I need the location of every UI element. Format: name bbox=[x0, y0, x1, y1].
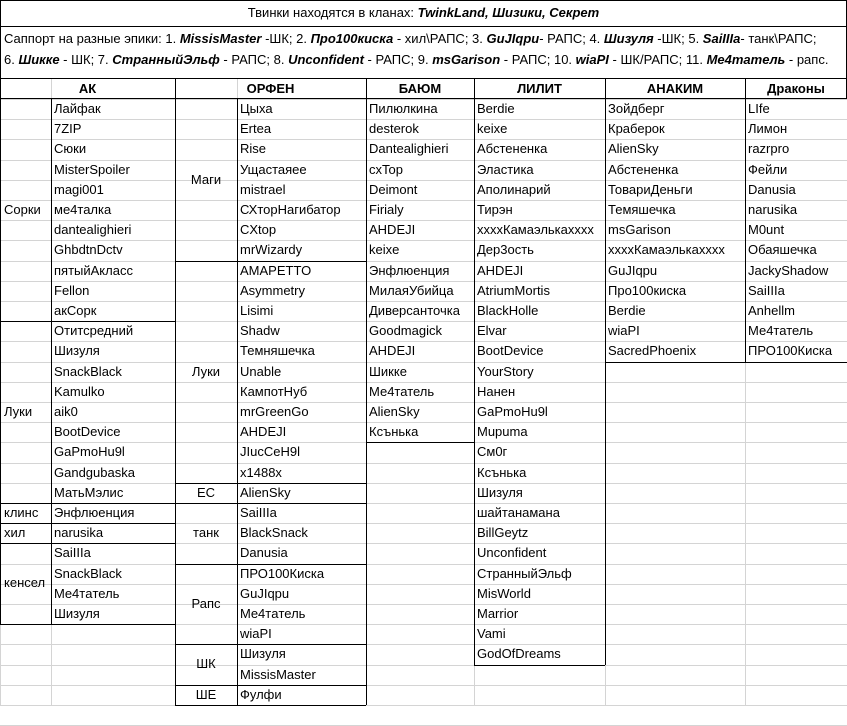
grid-line bbox=[474, 99, 475, 665]
player-name: GuJIqpu bbox=[608, 262, 658, 278]
support-player: msGarison bbox=[432, 52, 501, 67]
player-name: x1488x bbox=[240, 464, 282, 480]
player-name: Me4тaтель bbox=[54, 585, 120, 601]
group-label-orfen: Маги bbox=[190, 172, 222, 187]
group-label-orfen: Луки bbox=[191, 363, 221, 379]
support-text: -ШК; 5. bbox=[653, 31, 703, 46]
group-label-orfen: ШК bbox=[196, 656, 216, 672]
player-name: Kamulko bbox=[54, 383, 105, 399]
support-player: Шикке bbox=[18, 52, 60, 67]
support-line bbox=[4, 49, 844, 70]
grid-line bbox=[0, 685, 847, 686]
support-player: GuJIqpu bbox=[486, 31, 540, 46]
player-name: Абстененка bbox=[608, 161, 679, 177]
title-prefix: Твинки находятся в кланах: bbox=[247, 5, 418, 20]
title-clans: TwinkLand, Шизики, Секрет bbox=[417, 5, 600, 20]
player-name: GaPmoHu9l bbox=[477, 404, 548, 419]
player-name: Asymmetry bbox=[240, 282, 305, 298]
player-name: Elvar bbox=[477, 323, 507, 339]
player-name: cxTop bbox=[369, 161, 403, 177]
player-name: Fellon bbox=[54, 282, 90, 298]
player-name: MissisMaster bbox=[240, 666, 316, 682]
player-name: Аполинарий bbox=[477, 181, 551, 197]
support-text: - хил\РАПС; 3. bbox=[393, 31, 487, 46]
player-name: Gandgubaska bbox=[54, 464, 135, 480]
grid-line bbox=[0, 0, 847, 1]
support-text: - РАПС; 4. bbox=[539, 31, 604, 46]
player-name: Дер3ость bbox=[477, 242, 534, 258]
player-name: wiaPI bbox=[240, 626, 272, 642]
player-name: акСорк bbox=[54, 303, 97, 318]
grid-line bbox=[605, 99, 606, 362]
column-header: АК bbox=[78, 81, 97, 96]
player-name: Нанен bbox=[477, 383, 516, 399]
support-player: Шизуля bbox=[603, 31, 654, 46]
player-name: AHDEJI bbox=[477, 262, 524, 278]
player-name: AMAPETTO bbox=[240, 262, 312, 278]
support-text: - ШК; 7. bbox=[59, 52, 113, 67]
support-text: 6. bbox=[4, 52, 19, 67]
player-name: narusika bbox=[54, 525, 104, 541]
player-name: AlienSky bbox=[369, 404, 420, 419]
grid-line bbox=[366, 442, 474, 443]
column-header: ЛИЛИТ bbox=[517, 81, 562, 96]
player-name: LIfe bbox=[748, 101, 770, 116]
column-header: АНАКИМ bbox=[646, 81, 704, 96]
player-name: Lisimi bbox=[240, 303, 274, 318]
player-name: Эластика bbox=[477, 161, 534, 177]
column-header: БАЮМ bbox=[398, 81, 442, 96]
player-name: Shadw bbox=[240, 323, 280, 339]
support-player: wiaPI bbox=[575, 52, 609, 67]
player-name: Unable bbox=[240, 363, 282, 379]
player-name: Лайфак bbox=[54, 101, 101, 116]
player-name: SaiIIIa bbox=[240, 505, 277, 520]
player-name: Шикке bbox=[369, 363, 407, 379]
group-label-orfen: танк bbox=[193, 525, 219, 540]
player-name: 7ZIP bbox=[54, 121, 82, 137]
player-name: JIucCeH9l bbox=[240, 444, 300, 460]
player-name: SaiIIIa bbox=[54, 545, 91, 561]
support-player: SaiIIIa bbox=[702, 31, 741, 46]
player-name: Фулфи bbox=[240, 686, 282, 702]
player-name: magi001 bbox=[54, 181, 104, 197]
player-name: razrpro bbox=[748, 141, 790, 157]
grid-line bbox=[175, 705, 366, 706]
player-name: Vami bbox=[477, 626, 506, 642]
group-label-ak: кенсел bbox=[4, 575, 46, 591]
group-label-ak: клинс bbox=[4, 505, 39, 520]
player-name: Тирэн bbox=[477, 202, 513, 217]
support-text: - РАПС; 8. bbox=[219, 52, 289, 67]
player-name: ТовариДеньги bbox=[608, 181, 693, 197]
player-name: Goodmagick bbox=[369, 323, 442, 339]
player-name: Deimont bbox=[369, 181, 418, 197]
player-name: GaPmoHu9l bbox=[54, 444, 125, 460]
support-note bbox=[4, 28, 844, 70]
player-name: Краберок bbox=[608, 121, 665, 137]
support-text: - РАПС; 9. bbox=[363, 52, 433, 67]
player-name: Rise bbox=[240, 141, 267, 157]
player-name: keixe bbox=[369, 242, 400, 258]
group-label-orfen: ШЕ bbox=[195, 686, 217, 702]
player-name: МилаяУбийца bbox=[369, 282, 454, 298]
player-name: GhbdtnDctv bbox=[54, 242, 123, 258]
grid-line bbox=[0, 26, 847, 27]
player-name: mrWizardy bbox=[240, 242, 303, 258]
grid-line bbox=[0, 705, 847, 706]
player-name: Шизуля bbox=[54, 343, 100, 359]
player-name: GodOfDreams bbox=[477, 646, 561, 662]
player-name: Ксънька bbox=[369, 424, 419, 440]
player-name: Ущастаяее bbox=[240, 161, 307, 177]
player-name: GuJIqpu bbox=[240, 585, 290, 601]
grid-line bbox=[175, 99, 176, 705]
player-name: Berdie bbox=[608, 303, 646, 318]
player-name: СтранныйЭльф bbox=[477, 565, 572, 581]
player-name: CXtop bbox=[240, 222, 277, 238]
support-text: - РАПС; 10. bbox=[500, 52, 576, 67]
player-name: Mupuma bbox=[477, 424, 528, 440]
support-player: Про100киска bbox=[310, 31, 394, 46]
grid-line bbox=[366, 99, 367, 442]
player-name: AHDEJI bbox=[240, 424, 287, 440]
player-name: Anhellm bbox=[748, 303, 795, 318]
player-name: Me4тaтель bbox=[240, 606, 306, 621]
support-player: Unconfident bbox=[288, 52, 364, 67]
player-name: Marrior bbox=[477, 606, 519, 621]
player-name: Berdie bbox=[477, 101, 515, 116]
player-name: Ме4татель bbox=[748, 323, 814, 339]
player-name: Danusia bbox=[240, 545, 288, 561]
player-name: Энфлюенция bbox=[54, 505, 135, 520]
grid-line bbox=[605, 362, 745, 363]
grid-line bbox=[474, 665, 605, 666]
player-name: AlienSky bbox=[608, 141, 659, 157]
player-name: wiaPI bbox=[608, 323, 640, 339]
player-name: МатьМэлис bbox=[54, 484, 124, 500]
player-name: BootDevice bbox=[477, 343, 544, 359]
group-label-ak: Сорки bbox=[4, 202, 41, 217]
player-name: Абстененка bbox=[477, 141, 548, 157]
player-name: BlackHolle bbox=[477, 303, 539, 318]
support-player: Me4mameль bbox=[706, 52, 786, 67]
player-name: КампотНуб bbox=[240, 383, 308, 399]
player-name: шайтанамана bbox=[477, 505, 560, 520]
player-name: SaiIIIa bbox=[748, 282, 785, 298]
player-name: пятыйАкласс bbox=[54, 262, 133, 278]
support-text: - ШК/РАПС; 11. bbox=[608, 52, 707, 67]
player-name: MisterSpoiler bbox=[54, 161, 130, 177]
grid-line bbox=[0, 79, 1, 99]
player-name: MisWorld bbox=[477, 585, 531, 601]
grid-line bbox=[0, 665, 847, 666]
grid-line bbox=[366, 79, 367, 99]
player-name: СХторНагибатор bbox=[240, 202, 341, 217]
grid-line bbox=[0, 624, 175, 625]
player-name: Диверсанточка bbox=[369, 303, 460, 318]
player-name: SnackBlack bbox=[54, 565, 122, 581]
player-name: Шизуля bbox=[54, 606, 100, 621]
player-name: AHDEJI bbox=[369, 343, 416, 359]
player-name: JackyShadow bbox=[748, 262, 829, 278]
player-name: AHDEJI bbox=[369, 222, 416, 238]
player-name: narusika bbox=[748, 202, 798, 217]
player-name: SnackBlack bbox=[54, 363, 122, 379]
player-name: Ме4татель bbox=[369, 383, 435, 399]
player-name: Отитсредний bbox=[54, 323, 134, 339]
player-name: Фейли bbox=[748, 161, 788, 177]
player-name: desterok bbox=[369, 121, 419, 137]
column-header: ОРФЕН bbox=[246, 81, 295, 96]
player-name: Цыха bbox=[240, 101, 273, 116]
grid-line bbox=[605, 79, 606, 99]
player-name: ПРО100Киска bbox=[240, 565, 325, 581]
support-text: Саппорт на разные эпики: 1. bbox=[4, 31, 180, 46]
player-name: Cм0г bbox=[477, 444, 508, 460]
player-name: keixe bbox=[477, 121, 508, 137]
player-name: aik0 bbox=[54, 404, 78, 419]
player-name: BillGeytz bbox=[477, 525, 529, 541]
player-name: Шизуля bbox=[240, 646, 286, 662]
player-name: M0unt bbox=[748, 222, 785, 238]
grid-line bbox=[745, 79, 746, 99]
player-name: Ксънька bbox=[477, 464, 527, 480]
player-name: YourStory bbox=[477, 363, 534, 379]
player-name: AlienSky bbox=[240, 484, 291, 500]
player-name: Ertea bbox=[240, 121, 272, 137]
player-name: Зойдберг bbox=[608, 101, 665, 116]
player-name: Лимон bbox=[748, 121, 788, 137]
player-name: Темяшечка bbox=[608, 202, 676, 217]
player-name: msGarison bbox=[608, 222, 671, 238]
player-name: AtriumMortis bbox=[477, 282, 550, 298]
group-label-ak: хил bbox=[4, 525, 26, 541]
group-label-orfen: ЕС bbox=[196, 484, 216, 500]
player-name: xxxxКамаэлькаxxxx bbox=[608, 242, 725, 258]
player-name: Unconfident bbox=[477, 545, 547, 561]
player-name: Firialy bbox=[369, 202, 404, 217]
player-name: Dantealighieri bbox=[369, 141, 449, 157]
grid-line bbox=[0, 644, 847, 645]
player-name: Энфлюенция bbox=[369, 262, 450, 278]
player-name: Про100киска bbox=[608, 282, 687, 298]
player-name: Сюки bbox=[54, 141, 87, 157]
player-name: ПРО100Киска bbox=[748, 343, 833, 359]
grid-line bbox=[745, 99, 746, 362]
player-name: Пилюлкина bbox=[369, 101, 438, 116]
grid-line bbox=[745, 362, 847, 363]
grid-line bbox=[175, 79, 176, 99]
group-label-orfen: Рапс bbox=[191, 595, 221, 611]
support-text: - рапс. bbox=[785, 52, 829, 67]
support-text: - танк\РАПС; bbox=[740, 31, 817, 46]
group-label-ak: Луки bbox=[4, 404, 33, 420]
player-name: dantealighieri bbox=[54, 222, 132, 238]
grid-line bbox=[0, 99, 1, 624]
support-player: MissisMaster bbox=[179, 31, 262, 46]
player-name: BlackSnack bbox=[240, 525, 308, 541]
player-name: ме4талка bbox=[54, 202, 112, 217]
sheet-title bbox=[0, 0, 847, 26]
player-name: SacredPhoenix bbox=[608, 343, 697, 359]
grid-line bbox=[237, 99, 238, 705]
player-name: BootDevice bbox=[54, 424, 121, 440]
support-line bbox=[4, 28, 844, 49]
player-name: Обаяшечка bbox=[748, 242, 817, 258]
player-name: Темняшечка bbox=[240, 343, 315, 359]
grid-line bbox=[474, 79, 475, 99]
player-name: Шизуля bbox=[477, 484, 523, 500]
player-name: Danusia bbox=[748, 181, 796, 197]
support-text: -ШК; 2. bbox=[261, 31, 311, 46]
player-name: xxxxКамаэлькаxxxx bbox=[477, 222, 594, 238]
support-player: СтранныйЭльф bbox=[112, 52, 220, 67]
column-header: Драконы bbox=[767, 81, 825, 96]
player-name: mistrael bbox=[240, 181, 286, 197]
player-name: mrGreenGo bbox=[240, 404, 309, 419]
grid-line bbox=[51, 99, 52, 624]
